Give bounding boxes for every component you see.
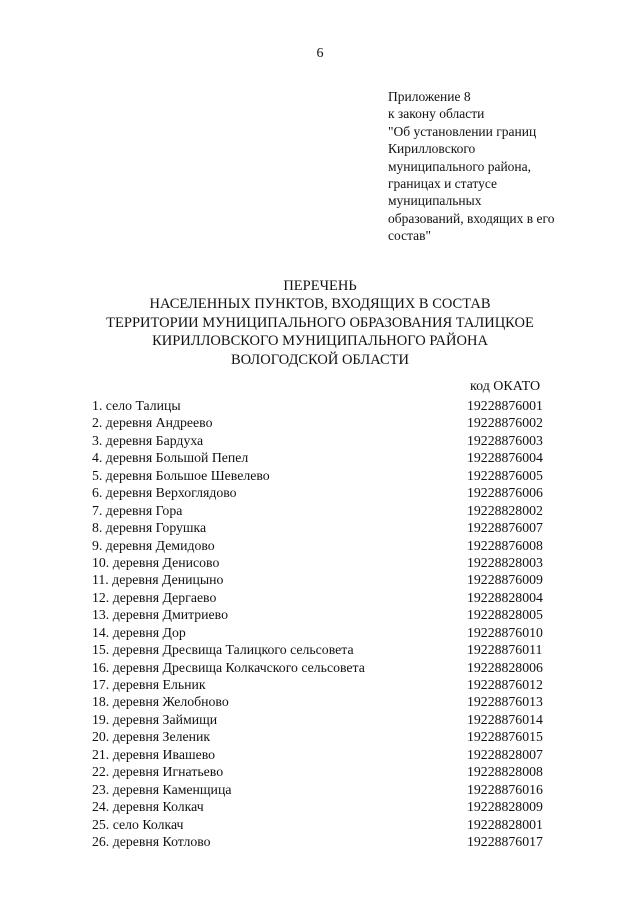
settlement-row xyxy=(92,728,562,745)
settlement-row xyxy=(92,624,562,641)
settlement-name: 9. деревня Демидово xyxy=(92,537,215,553)
settlement-row xyxy=(92,798,562,815)
settlement-row xyxy=(92,746,562,763)
appendix-line: Приложение 8 xyxy=(388,89,471,104)
okato-code: 19228876014 xyxy=(467,711,543,727)
settlement-row xyxy=(92,659,562,676)
okato-code: 19228876011 xyxy=(467,642,543,658)
settlement-name: 4. деревня Большой Пепел xyxy=(92,450,249,466)
okato-code: 19228828009 xyxy=(467,799,543,815)
title-line: ВОЛОГОДСКОЙ ОБЛАСТИ xyxy=(231,351,409,368)
settlement-row xyxy=(92,693,562,710)
settlement-name: 26. деревня Котлово xyxy=(92,833,211,849)
okato-code: 19228828004 xyxy=(467,589,543,605)
settlement-name: 20. деревня Зеленик xyxy=(92,729,211,745)
settlement-name: 24. деревня Колкач xyxy=(92,799,204,815)
settlement-row xyxy=(92,397,562,414)
okato-code: 19228876003 xyxy=(467,432,543,448)
settlement-name: 12. деревня Дергаево xyxy=(92,589,217,605)
settlement-row xyxy=(92,502,562,519)
appendix-line: муниципальных xyxy=(388,193,482,209)
settlement-row xyxy=(92,484,562,501)
settlement-name: 23. деревня Каменщица xyxy=(92,781,232,797)
settlement-name: 2. деревня Андреево xyxy=(92,415,213,431)
appendix-line: состав" xyxy=(388,228,432,244)
okato-code: 19228828007 xyxy=(467,746,543,762)
appendix-line: муниципального района, xyxy=(388,158,532,174)
settlement-row xyxy=(92,763,562,780)
appendix-line: "Об установлении границ xyxy=(388,123,537,139)
settlement-name: 13. деревня Дмитриево xyxy=(92,607,229,623)
okato-code: 19228876010 xyxy=(467,624,543,640)
okato-code: 19228828003 xyxy=(467,554,543,570)
settlement-name: 6. деревня Верхоглядово xyxy=(92,485,237,501)
settlement-name: 3. деревня Бардуха xyxy=(92,432,204,448)
settlement-row xyxy=(92,554,562,571)
settlement-row xyxy=(92,816,562,833)
title-line: ПЕРЕЧЕНЬ xyxy=(283,278,357,294)
okato-code: 19228876007 xyxy=(467,520,543,536)
settlement-name: 18. деревня Желобново xyxy=(92,694,229,710)
settlement-row xyxy=(92,519,562,536)
okato-code: 19228876016 xyxy=(467,781,543,797)
okato-code: 19228828002 xyxy=(467,502,543,518)
settlement-name: 7. деревня Гора xyxy=(92,502,183,518)
appendix-line: к закону области xyxy=(388,106,485,122)
settlement-row xyxy=(92,589,562,606)
settlement-name: 5. деревня Большое Шевелево xyxy=(92,467,270,483)
okato-code: 19228828005 xyxy=(467,607,543,623)
okato-code: 19228876004 xyxy=(467,450,543,466)
settlement-row xyxy=(92,571,562,588)
okato-code: 19228876002 xyxy=(467,415,543,431)
document-title xyxy=(0,277,640,369)
settlement-row xyxy=(92,414,562,431)
settlement-row xyxy=(92,449,562,466)
okato-code: 19228876008 xyxy=(467,537,543,553)
page-number: 6 xyxy=(316,46,324,61)
settlement-row xyxy=(92,432,562,449)
settlement-row xyxy=(92,606,562,623)
okato-code: 19228828001 xyxy=(467,816,543,832)
okato-code: 19228876017 xyxy=(467,833,543,849)
okato-code: 19228828006 xyxy=(467,659,543,675)
settlement-name: 22. деревня Игнатьево xyxy=(92,764,224,780)
okato-code: 19228876005 xyxy=(467,467,543,483)
settlement-row xyxy=(92,641,562,658)
settlement-row xyxy=(92,467,562,484)
title-line: НАСЕЛЕННЫХ ПУНКТОВ, ВХОДЯЩИХ В СОСТАВ xyxy=(149,296,491,313)
settlement-row xyxy=(92,676,562,693)
settlement-name: 19. деревня Займищи xyxy=(92,711,218,727)
title-line: КИРИЛЛОВСКОГО МУНИЦИПАЛЬНОГО РАЙОНА xyxy=(152,333,488,350)
title-line: ТЕРРИТОРИИ МУНИЦИПАЛЬНОГО ОБРАЗОВАНИЯ ТАЛИЦКОЕ xyxy=(106,314,534,331)
okato-code: 19228876015 xyxy=(467,729,543,745)
settlement-row xyxy=(92,781,562,798)
settlement-name: 8. деревня Горушка xyxy=(92,520,207,536)
settlement-name: 25. село Колкач xyxy=(92,816,184,832)
settlement-row xyxy=(92,833,562,850)
settlement-name: 15. деревня Дресвища Талицкого сельсовета xyxy=(92,642,354,658)
settlement-row xyxy=(92,711,562,728)
settlement-name: 11. деревня Деницыно xyxy=(92,572,224,588)
settlement-name: 21. деревня Ивашево xyxy=(92,746,216,762)
okato-code: 19228876001 xyxy=(467,398,543,413)
appendix-line: границах и статусе xyxy=(388,176,497,192)
settlement-name: 16. деревня Дресвища Колкачского сельсовета xyxy=(92,659,365,675)
appendix-line: образований, входящих в его xyxy=(388,210,555,226)
appendix-line: Кирилловского xyxy=(388,141,476,157)
okato-code: 19228828008 xyxy=(467,764,543,780)
settlement-name: 10. деревня Денисово xyxy=(92,554,220,570)
appendix-note xyxy=(388,88,618,245)
settlement-list xyxy=(92,397,562,850)
okato-code: 19228876013 xyxy=(467,694,543,710)
settlement-row xyxy=(92,537,562,554)
settlement-name: 17. деревня Ельник xyxy=(92,677,206,692)
okato-code: 19228876006 xyxy=(467,485,543,501)
okato-code: 19228876012 xyxy=(467,677,543,692)
settlement-name: 14. деревня Дор xyxy=(92,624,186,640)
okato-column-header: код ОКАТО xyxy=(470,379,541,394)
okato-code: 19228876009 xyxy=(467,572,543,588)
settlement-name: 1. село Талицы xyxy=(92,398,181,413)
